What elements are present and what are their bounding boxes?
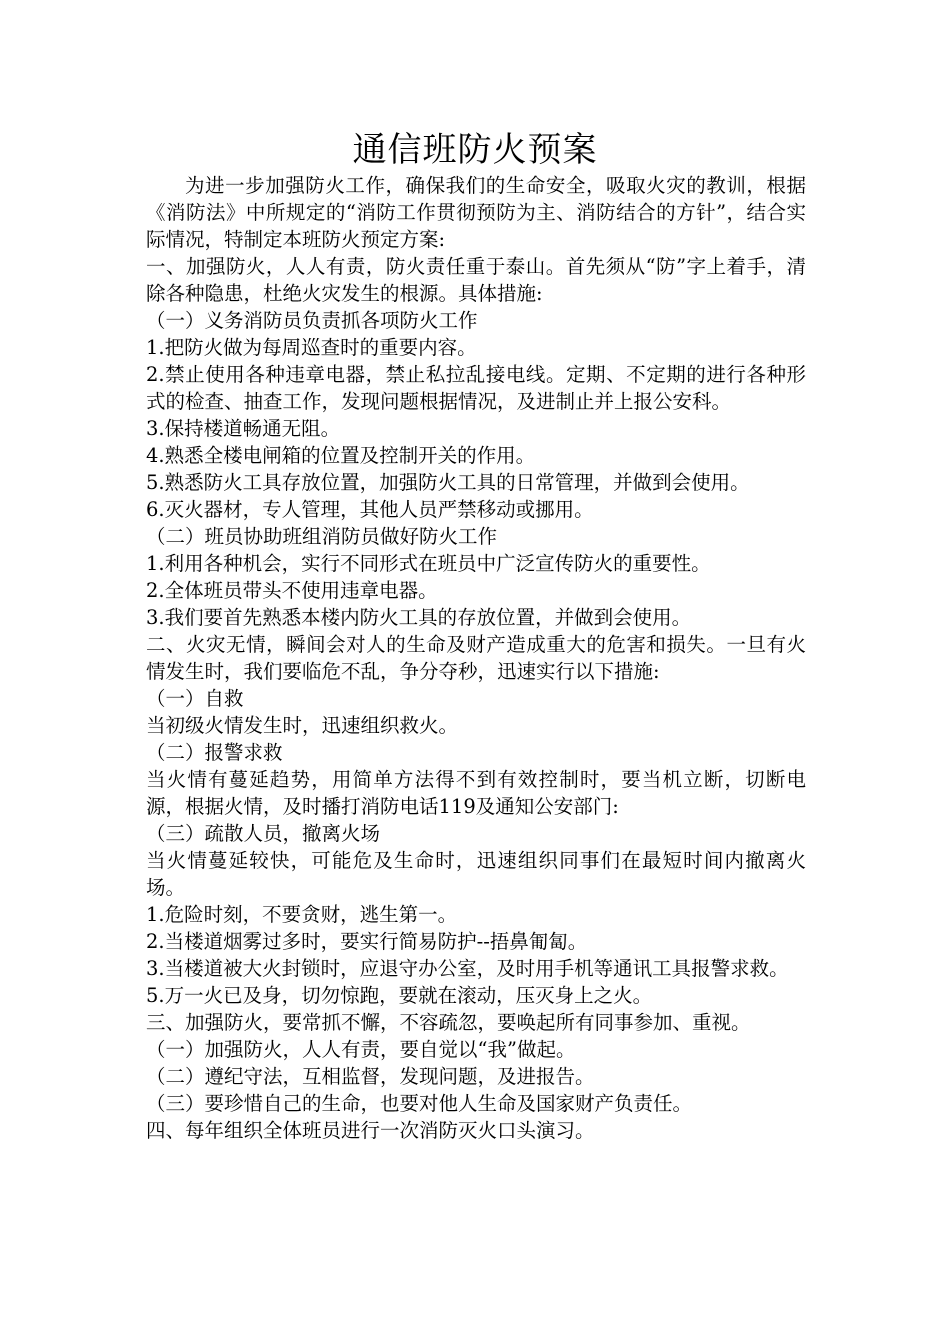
paragraph: 当火情有蔓延趋势，用简单方法得不到有效控制时，要当机立断，切断电源，根据火情，及时播打消防电话119及通知公安部门: xyxy=(146,768,806,818)
list-item: 4.熟悉全楼电闸箱的位置及控制开关的作用。 xyxy=(146,444,536,467)
list-item: 3.保持楼道畅通无阻。 xyxy=(146,417,341,440)
paragraph: 当火情蔓延较快，可能危及生命时，迅速组织同事们在最短时间内撤离火场。 xyxy=(146,849,806,899)
subsection-heading: （三）疏散人员，撤离火场 xyxy=(146,822,381,845)
subsection-item: （二）遵纪守法，互相监督，发现问题，及进报告。 xyxy=(146,1065,595,1088)
subsection-heading: （一）义务消防员负责抓各项防火工作 xyxy=(146,309,478,332)
list-item: 6.灭火器材，专人管理，其他人员严禁移动或挪用。 xyxy=(146,498,594,521)
subsection-heading: （二）报警求救 xyxy=(146,741,283,764)
section-3-heading: 三、加强防火，要常抓不懈，不容疏忽，要唤起所有同事参加、重视。 xyxy=(146,1011,751,1034)
list-item: 5.熟悉防火工具存放位置，加强防火工具的日常管理，并做到会使用。 xyxy=(146,471,750,494)
list-item: 5.万一火已及身，切勿惊跑，要就在滚动，压灭身上之火。 xyxy=(146,984,653,1007)
section-4-heading: 四、每年组织全体班员进行一次消防灭火口头演习。 xyxy=(146,1119,595,1142)
list-item: 3.我们要首先熟悉本楼内防火工具的存放位置，并做到会使用。 xyxy=(146,606,692,629)
paragraph: 当初级火情发生时，迅速组织救火。 xyxy=(146,714,459,737)
list-item: 2.禁止使用各种违章电器，禁止私拉乱接电线。定期、不定期的进行各种形式的检查、抽查工作，发现问题根据情况，及进制止并上报公安科。 xyxy=(146,363,806,413)
document-title: 通信班防火预案 xyxy=(352,130,598,170)
intro-paragraph: 为进一步加强防火工作，确保我们的生命安全，吸取火灾的教训，根据《消防法》中所规定的“消防工作贯彻预防为主、消防结合的方针”，结合实际情况，特制定本班防火预定方案: xyxy=(146,174,806,251)
section-1-heading: 一、加强防火，人人有责，防火责任重于泰山。首先须从“防”字上着手，清除各种隐患，杜绝火灾发生的根源。具体措施: xyxy=(146,255,806,305)
subsection-heading: （二）班员协助班组消防员做好防火工作 xyxy=(146,525,498,548)
list-item: 1.危险时刻，不要贪财，逃生第一。 xyxy=(146,903,458,926)
list-item: 1.利用各种机会，实行不同形式在班员中广泛宣传防火的重要性。 xyxy=(146,552,711,575)
subsection-heading: （一）自救 xyxy=(146,687,244,710)
list-item: 2.全体班员带头不使用违章电器。 xyxy=(146,579,438,602)
document-body xyxy=(146,172,806,1144)
subsection-item: （三）要珍惜自己的生命，也要对他人生命及国家财产负责任。 xyxy=(146,1092,693,1115)
list-item: 2.当楼道烟雾过多时，要实行简易防护--捂鼻匍匐。 xyxy=(146,930,588,953)
list-item: 1.把防火做为每周巡查时的重要内容。 xyxy=(146,336,477,359)
subsection-item: （一）加强防火，人人有责，要自觉以“我”做起。 xyxy=(146,1038,576,1061)
section-2-heading: 二、火灾无情，瞬间会对人的生命及财产造成重大的危害和损失。一旦有火情发生时，我们要临危不乱，争分夺秒，迅速实行以下措施: xyxy=(146,633,806,683)
list-item: 3.当楼道被大火封锁时，应退守办公室，及时用手机等通讯工具报警求救。 xyxy=(146,957,789,980)
